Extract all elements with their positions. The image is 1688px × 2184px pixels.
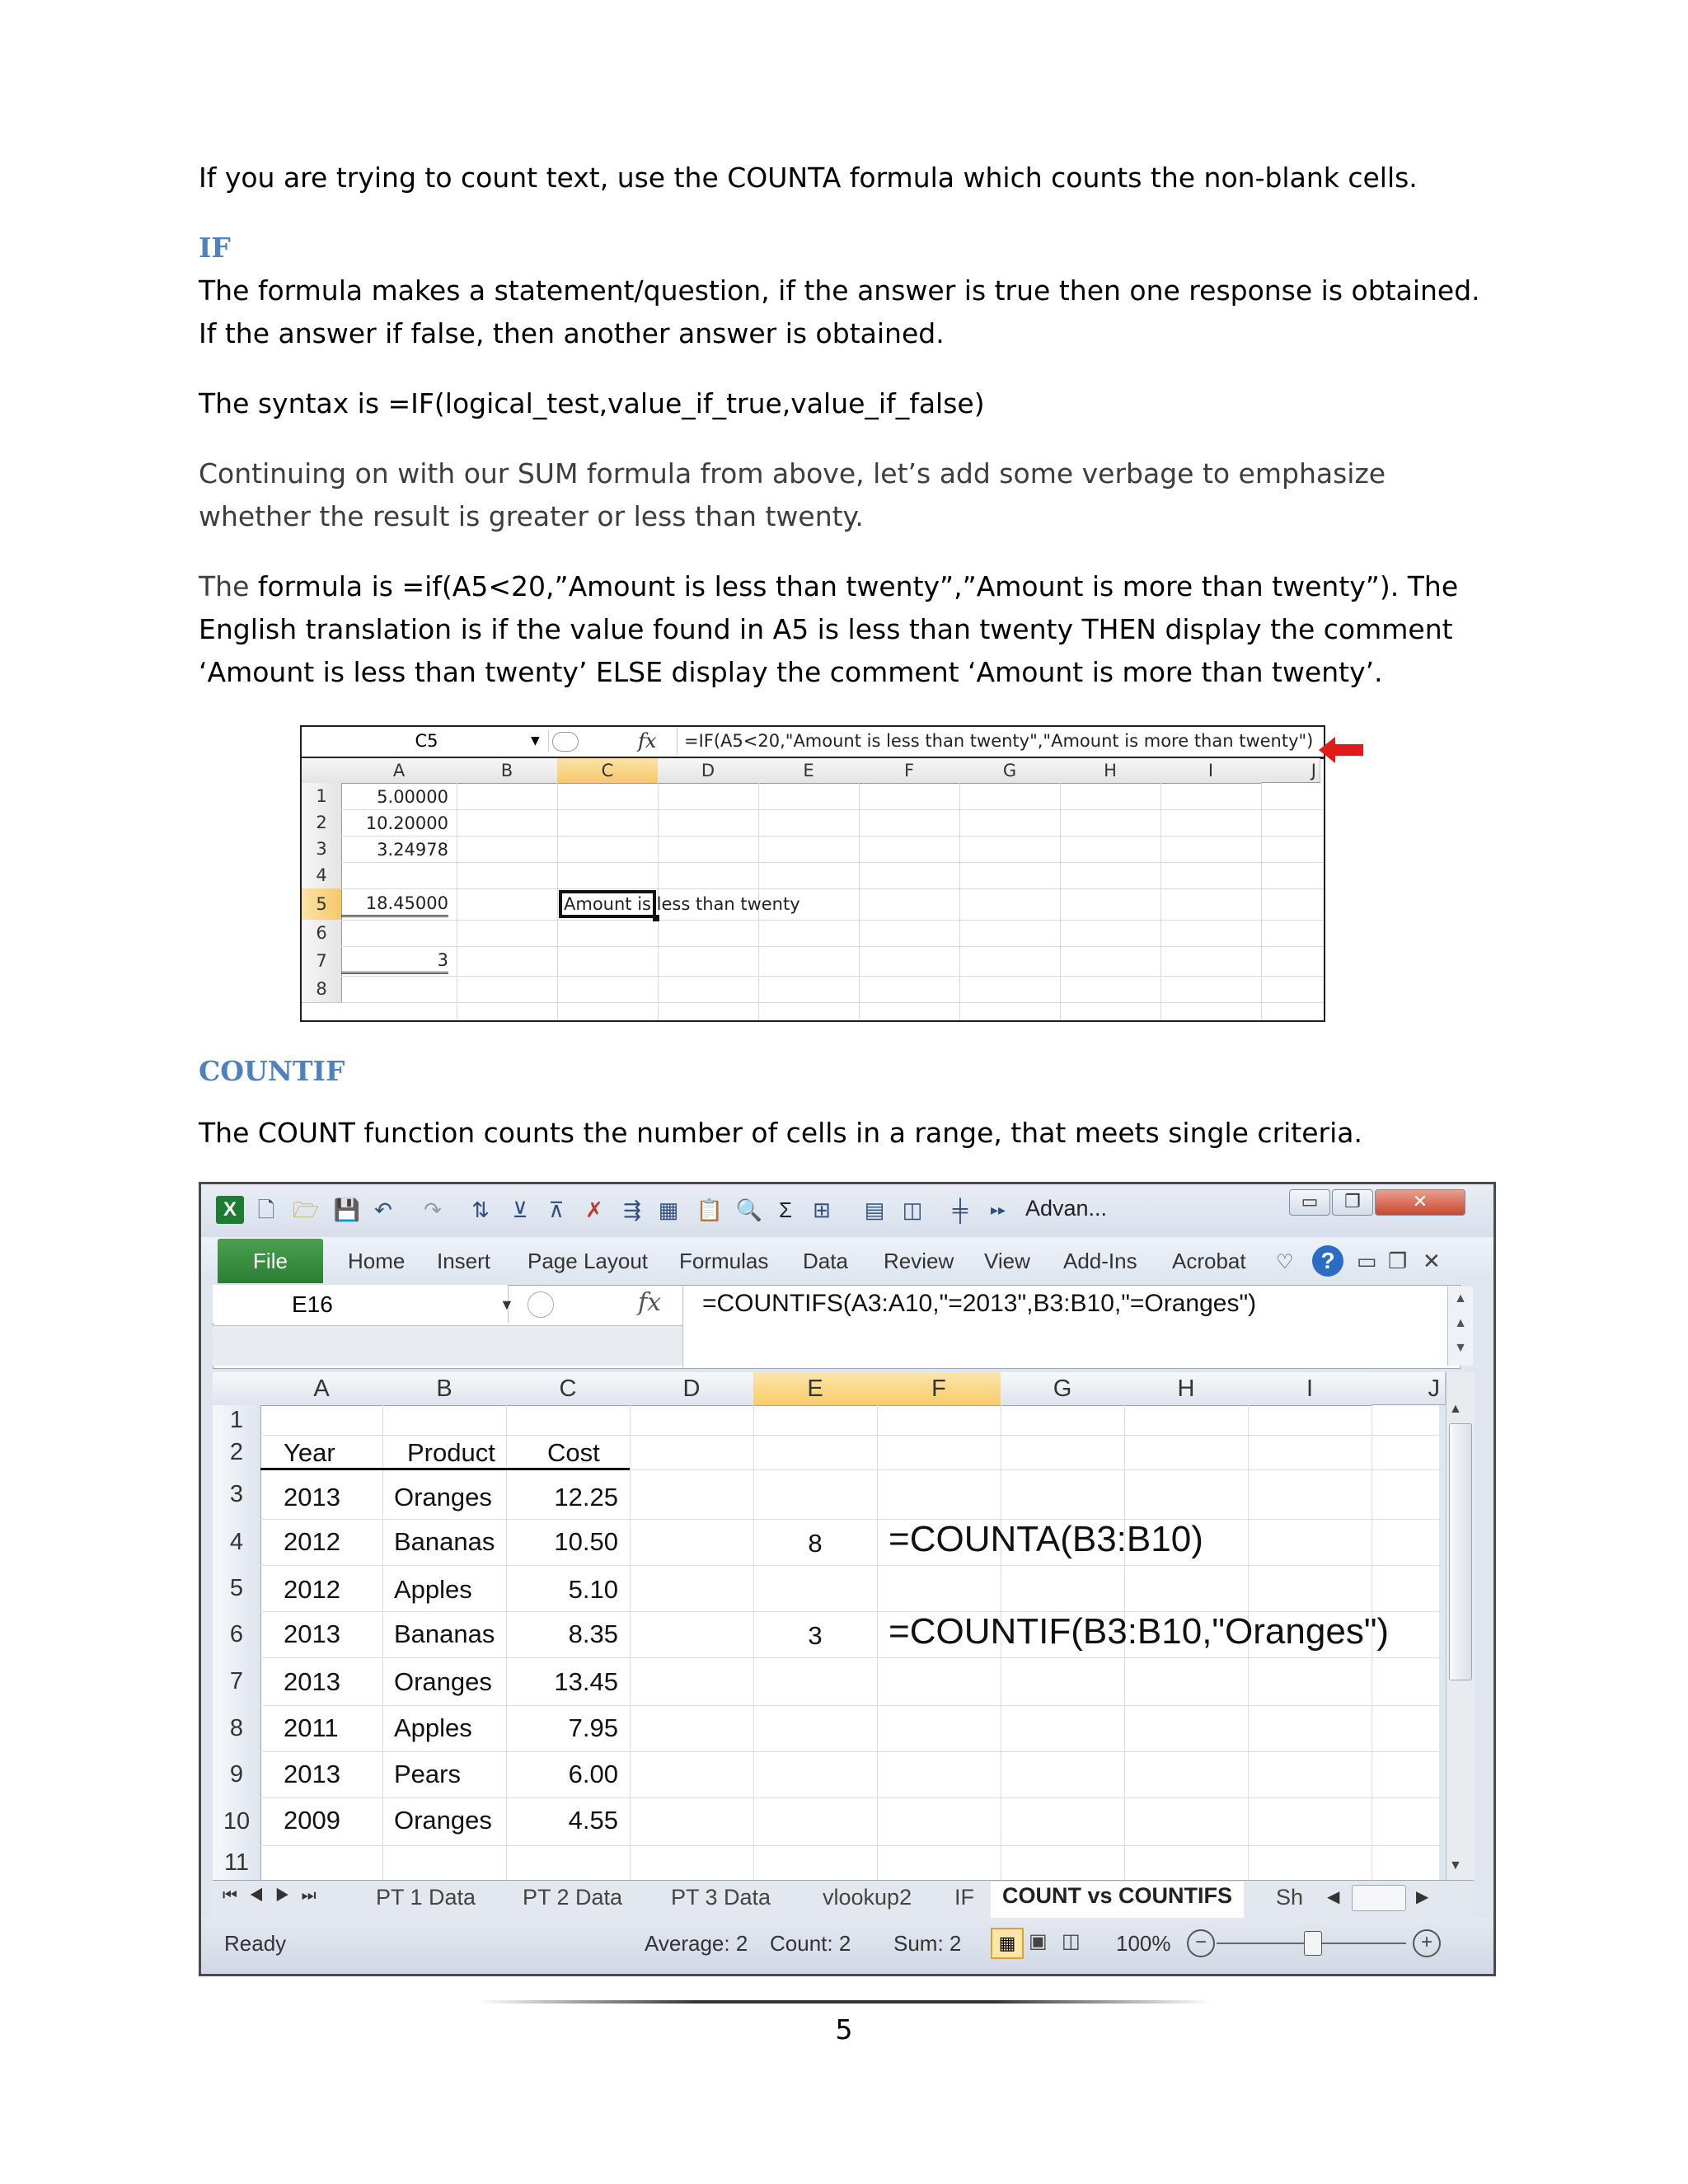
formula-text[interactable]: =IF(A5<20,"Amount is less than twenty","Amount is more than twenty") [677,727,1313,755]
name-box[interactable]: C5 [305,730,549,752]
cell-a5[interactable]: 18.45000 [341,892,448,917]
cell-c5: Amount is less than twenty [564,894,800,914]
hscroll-thumb[interactable] [1352,1885,1406,1911]
grid-line [260,1705,1439,1706]
grid-line [859,783,860,1020]
column-header-c[interactable]: C [557,758,659,784]
column-header-e[interactable]: E [753,1372,878,1406]
if-heading: IF [199,232,231,264]
cell-a4[interactable]: 2012 [284,1527,340,1556]
grid-line [1261,783,1262,1020]
grid-line [260,1751,1439,1752]
column-header-a[interactable]: A [341,758,457,784]
cell-b8[interactable]: Apples [394,1713,472,1742]
filter-icon[interactable]: ⊻ [512,1197,528,1222]
status-ready: Ready [224,1931,287,1956]
new-file-icon[interactable]: 🗋 [257,1197,275,1222]
row-header-1[interactable]: 1 [302,783,342,810]
hscroll-right-icon[interactable]: ▶ [1416,1888,1429,1906]
redo-icon[interactable]: ↷ [424,1197,442,1222]
tab-review[interactable]: Review [884,1249,954,1273]
if-description: The formula makes a statement/question, if the answer is true then one response is obtained. If the answer if false, then another answer is obtained. [199,274,1480,349]
normal-view-icon[interactable]: ▦ [991,1928,1024,1959]
sheet-tab-pt1[interactable]: PT 1 Data [376,1885,476,1910]
grid-line [341,976,1324,977]
if-syntax: The syntax is =IF(logical_test,value_if_true,value_if_false) [199,387,985,419]
column-header-j[interactable]: J [1261,758,1320,783]
cell-a1[interactable]: 5.00000 [377,787,448,807]
row-header-6[interactable]: 6 [213,1611,261,1658]
tab-insert[interactable]: Insert [437,1249,491,1273]
cell-a8[interactable]: 2011 [284,1713,339,1742]
sheet-tab-pt2[interactable]: PT 2 Data [523,1885,623,1910]
zoom-out-icon[interactable]: − [1187,1929,1215,1957]
autosum-icon[interactable]: Σ [778,1197,793,1222]
cell-b4[interactable]: Bananas [394,1527,495,1556]
column-header-d[interactable]: D [658,758,759,784]
cell-b3[interactable]: Oranges [394,1483,492,1511]
close-icon[interactable]: ✕ [1375,1189,1465,1216]
collapse-ribbon-icon[interactable]: ♡ [1276,1251,1294,1273]
cell-e6[interactable]: 3 [808,1621,823,1650]
sheet-nav-icon[interactable]: ⏮◀▶⏭ [223,1886,328,1905]
countif-description: The COUNT function counts the number of cells in a range, that meets single criteria. [199,1117,1362,1149]
row-header-4[interactable]: 4 [302,862,342,889]
paste-icon[interactable]: 📋 [696,1197,724,1222]
cell-a3[interactable]: 2013 [284,1483,340,1511]
countif-heading: COUNTIF [199,1055,345,1087]
row-header-7[interactable]: 7 [302,946,342,977]
row-header-1[interactable]: 1 [213,1405,261,1436]
help-icon[interactable]: ? [1312,1245,1343,1277]
zoom-slider-thumb[interactable] [1304,1931,1322,1956]
more-commands-icon[interactable]: ▸▸ [990,1202,1006,1218]
column-header-b[interactable]: B [457,758,558,784]
clear-filter-icon[interactable]: ⊼ [548,1197,565,1222]
column-header-f[interactable]: F [877,1372,1001,1406]
cell-b7[interactable]: Oranges [394,1667,492,1696]
formula-divider [682,1285,683,1367]
cell-c10[interactable]: 4.55 [568,1806,618,1835]
status-sum: Sum: 2 [893,1931,962,1956]
grid-line [1060,783,1061,1020]
if-continuing: Continuing on with our SUM formula from above, let’s add some verbage to emphasize whether the result is greater or less than twenty. [199,457,1386,532]
hscroll-left-icon[interactable]: ◀ [1327,1888,1340,1906]
cell-f4[interactable]: =COUNTA(B3:B10) [889,1519,1203,1559]
sheet-tab-count-vs-countifs[interactable]: COUNT vs COUNTIFS [991,1882,1244,1918]
row-header-3[interactable]: 3 [213,1469,261,1520]
grid-line [260,1435,1439,1436]
if-formula-explanation [199,565,1501,694]
grid-line [260,1657,1439,1658]
header-underline [260,1468,630,1470]
sheet-tab-pt3[interactable]: PT 3 Data [671,1885,771,1910]
tab-data[interactable]: Data [803,1249,848,1273]
chevron-down-icon[interactable]: ▼ [499,1296,514,1313]
cell-c6[interactable]: 8.35 [568,1619,618,1648]
row-header-2[interactable]: 2 [302,809,342,837]
save-icon[interactable]: 💾 [333,1197,361,1222]
delete-rows-icon[interactable]: ✗ [585,1197,603,1222]
grid-line [630,1405,631,1880]
cell-b10[interactable]: Oranges [394,1806,492,1835]
cell-c5[interactable]: 5.10 [568,1575,618,1604]
undo-icon[interactable]: ↶ [374,1197,392,1222]
tab-file[interactable]: File [218,1239,323,1283]
grid-line [341,809,1324,810]
formula-cancel-icon[interactable] [528,1291,554,1318]
grid-line [341,1002,1324,1003]
zoom-in-icon[interactable]: + [1413,1929,1441,1957]
grid-line [877,1405,878,1880]
cell-c7[interactable]: 13.45 [554,1667,618,1696]
column-header-h[interactable]: H [1124,1372,1249,1406]
formula-cancel-icon[interactable] [552,732,579,752]
title-text: Advan... [1025,1196,1108,1221]
column-header-i[interactable]: I [1248,1372,1372,1406]
column-header-j[interactable]: J [1372,1372,1446,1405]
form-icon[interactable]: ▤ [864,1197,885,1222]
grid-line [959,783,960,1020]
restore-icon[interactable]: ❐ [1332,1189,1373,1216]
zoom-level[interactable]: 100% [1116,1931,1171,1956]
row-header-7[interactable]: 7 [213,1657,261,1706]
minimize-icon[interactable]: ▭ [1289,1189,1330,1216]
cell-a2[interactable]: 10.20000 [365,813,448,833]
column-header-i[interactable]: I [1160,758,1262,784]
excel-if-screenshot [300,725,1325,1022]
fx-icon[interactable]: fx [638,729,657,752]
column-header-e[interactable]: E [758,758,860,784]
if-formula-text: formula is =if(A5<20,”Amount is less than twenty”,”Amount is more than twenty”). The English translation is if the value found in A5 is less than twenty THEN display the comment ‘Amount is less than twenty’ ELSE display the comment ‘Amount is more than twenty’. [199,570,1459,688]
tab-home[interactable]: Home [348,1249,406,1273]
status-average: Average: 2 [645,1931,748,1956]
row-header-8[interactable]: 8 [213,1705,261,1752]
grid-line [260,1845,1439,1846]
camera-icon[interactable]: ◫ [902,1197,923,1222]
tab-acrobat[interactable]: Acrobat [1172,1249,1246,1273]
formula-bar-spacer [213,1325,682,1366]
borders-icon[interactable]: ⊞ [813,1197,831,1222]
excel-countif-screenshot [199,1182,1496,1976]
cell-c4[interactable]: 10.50 [554,1527,618,1556]
cell-a2[interactable]: Year [284,1438,335,1467]
column-header-f[interactable]: F [859,758,960,784]
column-header-d[interactable]: D [630,1372,754,1406]
table-icon[interactable]: ▦ [658,1197,679,1222]
column-header-g[interactable]: G [1001,1372,1125,1406]
column-header-h[interactable]: H [1060,758,1161,784]
chevron-down-icon[interactable]: ▼ [531,734,540,748]
sheet-tab-vlookup2[interactable]: vlookup2 [823,1885,912,1910]
column-header-b[interactable]: B [382,1372,507,1406]
status-count: Count: 2 [770,1931,851,1956]
row-header-6[interactable]: 6 [302,920,342,947]
tab-view[interactable]: View [984,1249,1030,1273]
page-break-view-icon[interactable]: ◫ [1062,1930,1081,1952]
sheet-tab-sh[interactable]: Sh [1276,1885,1304,1910]
cell-b5[interactable]: Apples [394,1575,472,1604]
tab-add-ins[interactable]: Add-Ins [1063,1249,1137,1273]
cell-f6[interactable]: =COUNTIF(B3:B10,"Oranges") [889,1611,1390,1652]
page-number: 5 [835,2013,853,2046]
fx-icon[interactable]: fx [638,1288,662,1317]
row-header-10[interactable]: 10 [213,1797,261,1846]
formula-text[interactable]: =COUNTIFS(A3:A10,"=2013",B3:B10,"=Oranges") [702,1290,1257,1317]
name-box-value[interactable]: E16 [292,1291,333,1317]
row-header-8[interactable]: 8 [302,976,342,1003]
cell-a9[interactable]: 2013 [284,1760,340,1788]
grid-line [260,1565,1439,1566]
column-header-a[interactable]: A [260,1372,383,1406]
footer-divider [478,2000,1212,2004]
cell-c8[interactable]: 7.95 [568,1713,618,1742]
column-header-g[interactable]: G [959,758,1061,784]
row-header-9[interactable]: 9 [213,1751,261,1798]
split-icon[interactable]: ╪ [952,1197,968,1222]
cell-a6[interactable]: 2013 [284,1619,340,1648]
insert-rows-icon[interactable]: ⇶ [623,1197,641,1222]
select-all-corner[interactable] [213,1372,261,1406]
formula-bar [302,727,1324,759]
tab-formulas[interactable]: Formulas [679,1249,769,1273]
cell-a5[interactable]: 2012 [284,1575,340,1604]
grid-line [341,836,1324,837]
page-layout-view-icon[interactable]: ▣ [1029,1930,1048,1952]
cell-c2[interactable]: Cost [547,1438,600,1467]
excel-logo-icon: X [216,1196,244,1224]
grid-line [382,1405,383,1880]
row-header-11[interactable]: 11 [213,1845,261,1881]
grid-line [341,920,1324,921]
grid-line [260,1519,1439,1520]
cell-a7[interactable]: 3 [341,949,448,974]
grid-line [341,862,1324,863]
row-header-3[interactable]: 3 [302,836,342,863]
workbook-close-icon[interactable]: ✕ [1423,1249,1441,1273]
select-all-corner[interactable] [302,758,342,784]
cell-c9[interactable]: 6.00 [568,1760,618,1788]
workbook-restore-icon[interactable]: ❐ [1388,1249,1408,1273]
row-header-4[interactable]: 4 [213,1519,261,1566]
sheet-tab-if[interactable]: IF [954,1885,974,1910]
print-preview-icon[interactable]: 🔍 [735,1197,763,1222]
sort-icon[interactable]: ⇅ [471,1197,490,1222]
formula-scroll-icon[interactable]: ▲ ▲ ▼ [1447,1286,1473,1366]
workbook-minimize-icon[interactable]: ▭ [1357,1249,1377,1273]
cell-b6[interactable]: Bananas [394,1619,495,1648]
grid-line [1160,783,1161,1020]
name-box[interactable] [213,1285,509,1323]
grid-line [341,888,1324,889]
grid-line [557,783,558,1020]
cell-a7[interactable]: 2013 [284,1667,340,1696]
cell-b9[interactable]: Pears [394,1760,461,1788]
scroll-down-icon[interactable]: ▼ [1449,1858,1462,1872]
grid-line [260,1797,1439,1798]
tab-page-layout[interactable]: Page Layout [528,1249,649,1273]
scroll-thumb[interactable] [1449,1423,1472,1680]
cell-c3[interactable]: 12.25 [554,1483,618,1511]
cell-a10[interactable]: 2009 [284,1806,340,1835]
scroll-up-icon[interactable]: ▲ [1449,1402,1462,1416]
cell-a3[interactable]: 3.24978 [377,840,448,860]
if-formula-prefix: The [199,570,258,602]
grid-line [341,946,1324,947]
row-header-5[interactable]: 5 [213,1565,261,1612]
red-arrow-icon [1319,735,1365,765]
cell-e4[interactable]: 8 [808,1529,823,1558]
row-header-5[interactable]: 5 [302,888,342,921]
column-header-c[interactable]: C [506,1372,631,1406]
cell-b2[interactable]: Product [407,1438,495,1467]
intro-paragraph: If you are trying to count text, use the COUNTA formula which counts the non-blank cells. [199,162,1418,194]
row-header-2[interactable]: 2 [213,1435,261,1470]
open-folder-icon[interactable]: 🗁 [292,1197,320,1222]
